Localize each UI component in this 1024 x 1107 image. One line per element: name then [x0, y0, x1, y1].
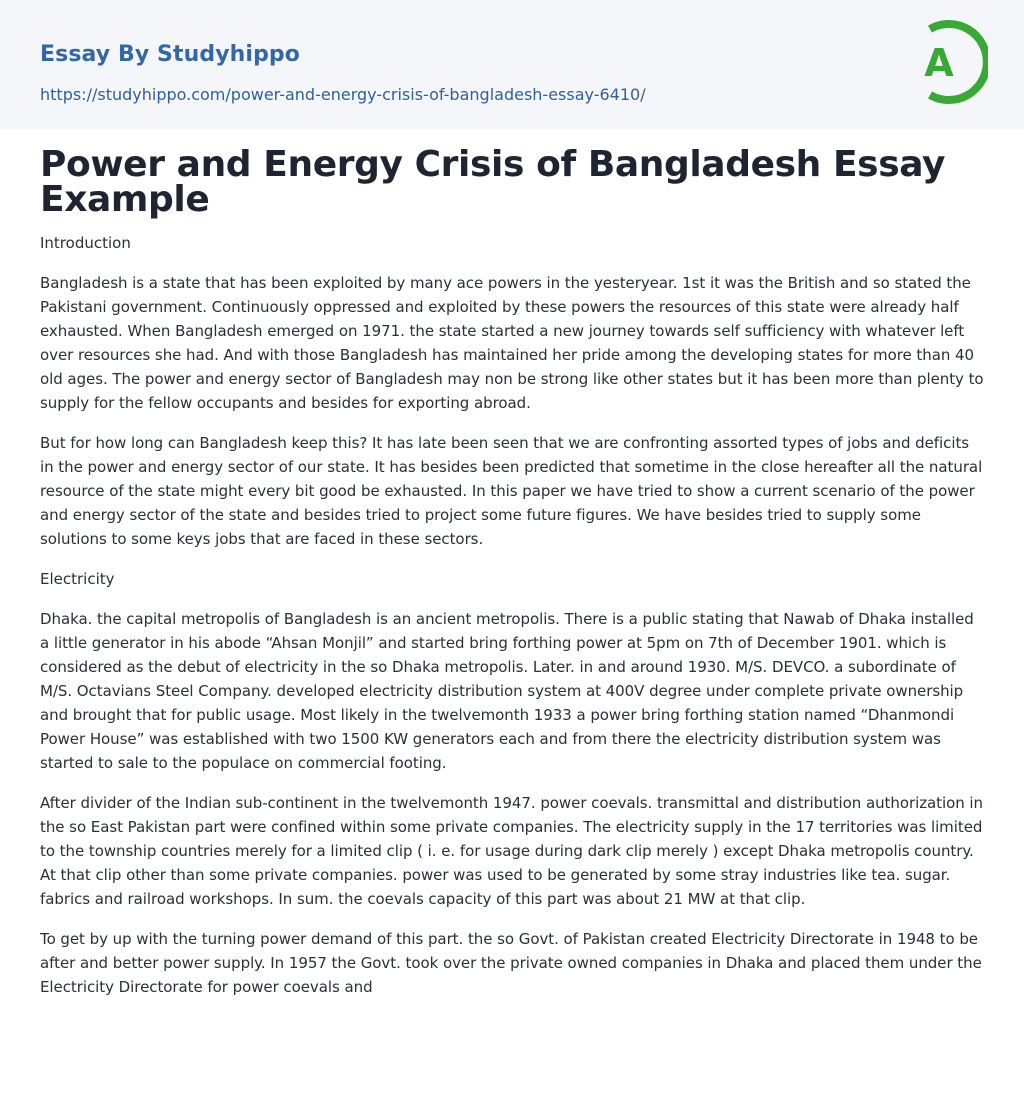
- logo-letter: A: [924, 41, 954, 85]
- page-header: [0, 0, 1024, 129]
- page-title: Power and Energy Crisis of Bangladesh Essay Example: [40, 144, 946, 220]
- paragraph: After divider of the Indian sub-continent in the twelvemonth 1947. power coevals. transmittal and distribution authorization in the so East Pakistan part were confined within some private companies. The electricity supply in the 17 territories was limited to the township countries merely for a limited clip ( i. e. for usage during dark clip merely ) except Dhaka metropolis country. At that clip other than some private companies. power was used to be generated by some stray industries like tea. sugar. fabrics and railroad workshops. In sum. the coevals capacity of this part was about 21 MW at that clip.: [40, 794, 984, 908]
- paragraph: To get by up with the turning power demand of this part. the so Govt. of Pakistan created Electricity Directorate in 1948 to be after and better power supply. In 1957 the Govt. took over the private owned companies in Dhaka and placed them under the Electricity Directorate for power coevals and: [40, 930, 982, 996]
- source-url-link[interactable]: https://studyhippo.com/power-and-energy-crisis-of-bangladesh-essay-6410/: [40, 85, 646, 104]
- article: [40, 144, 984, 1015]
- section-heading-introduction: Introduction: [40, 234, 131, 252]
- paragraph: Dhaka. the capital metropolis of Bangladesh is an ancient metropolis. There is a public stating that Nawab of Dhaka installed a little generator in his abode “Ahsan Monjil” and started bring forthing power at 5pm on 7th of December 1901. which is considered as the debut of electricity in the so Dhaka metropolis. Later. in and around 1930. M/S. DEVCO. a subordinate of M/S. Octavians Steel Company. developed electricity distribution system at 400V degree under complete private ownership and brought that for public usage. Most likely in the twelvemonth 1933 a power bring forthing station named “Dhanmondi Power House” was established with two 1500 KW generators each and from there the electricity distribution system was started to sale to the populace on commercial footing.: [40, 610, 974, 772]
- paragraph: But for how long can Bangladesh keep this? It has late been seen that we are confronting assorted types of jobs and deficits in the power and energy sector of our state. It has besides been predicted that sometime in the close hereafter all the natural resource of the state might every bit good be exhausted. In this paper we have tried to show a current scenario of the power and energy sector of the state and besides tried to project some future figures. We have besides tried to supply some solutions to some keys jobs that are faced in these sectors.: [40, 434, 983, 548]
- section-heading-electricity: Electricity: [40, 570, 115, 588]
- paragraph: Bangladesh is a state that has been exploited by many ace powers in the yesteryear. 1st it was the British and so stated the Pakistani government. Continuously oppressed and exploited by these powers the resources of this state were already half exhausted. When Bangladesh emerged on 1971. the state started a new journey towards self sufficiency with whatever left over resources she had. And with those Bangladesh has maintained her pride among the developing states for more than 40 old ages. The power and energy sector of Bangladesh may non be strong like other states but it has been more than plenty to supply for the fellow occupants and besides for exporting abroad.: [40, 274, 984, 412]
- brand-title[interactable]: Essay By Studyhippo: [40, 42, 300, 67]
- studyhippo-logo-icon[interactable]: [908, 18, 988, 106]
